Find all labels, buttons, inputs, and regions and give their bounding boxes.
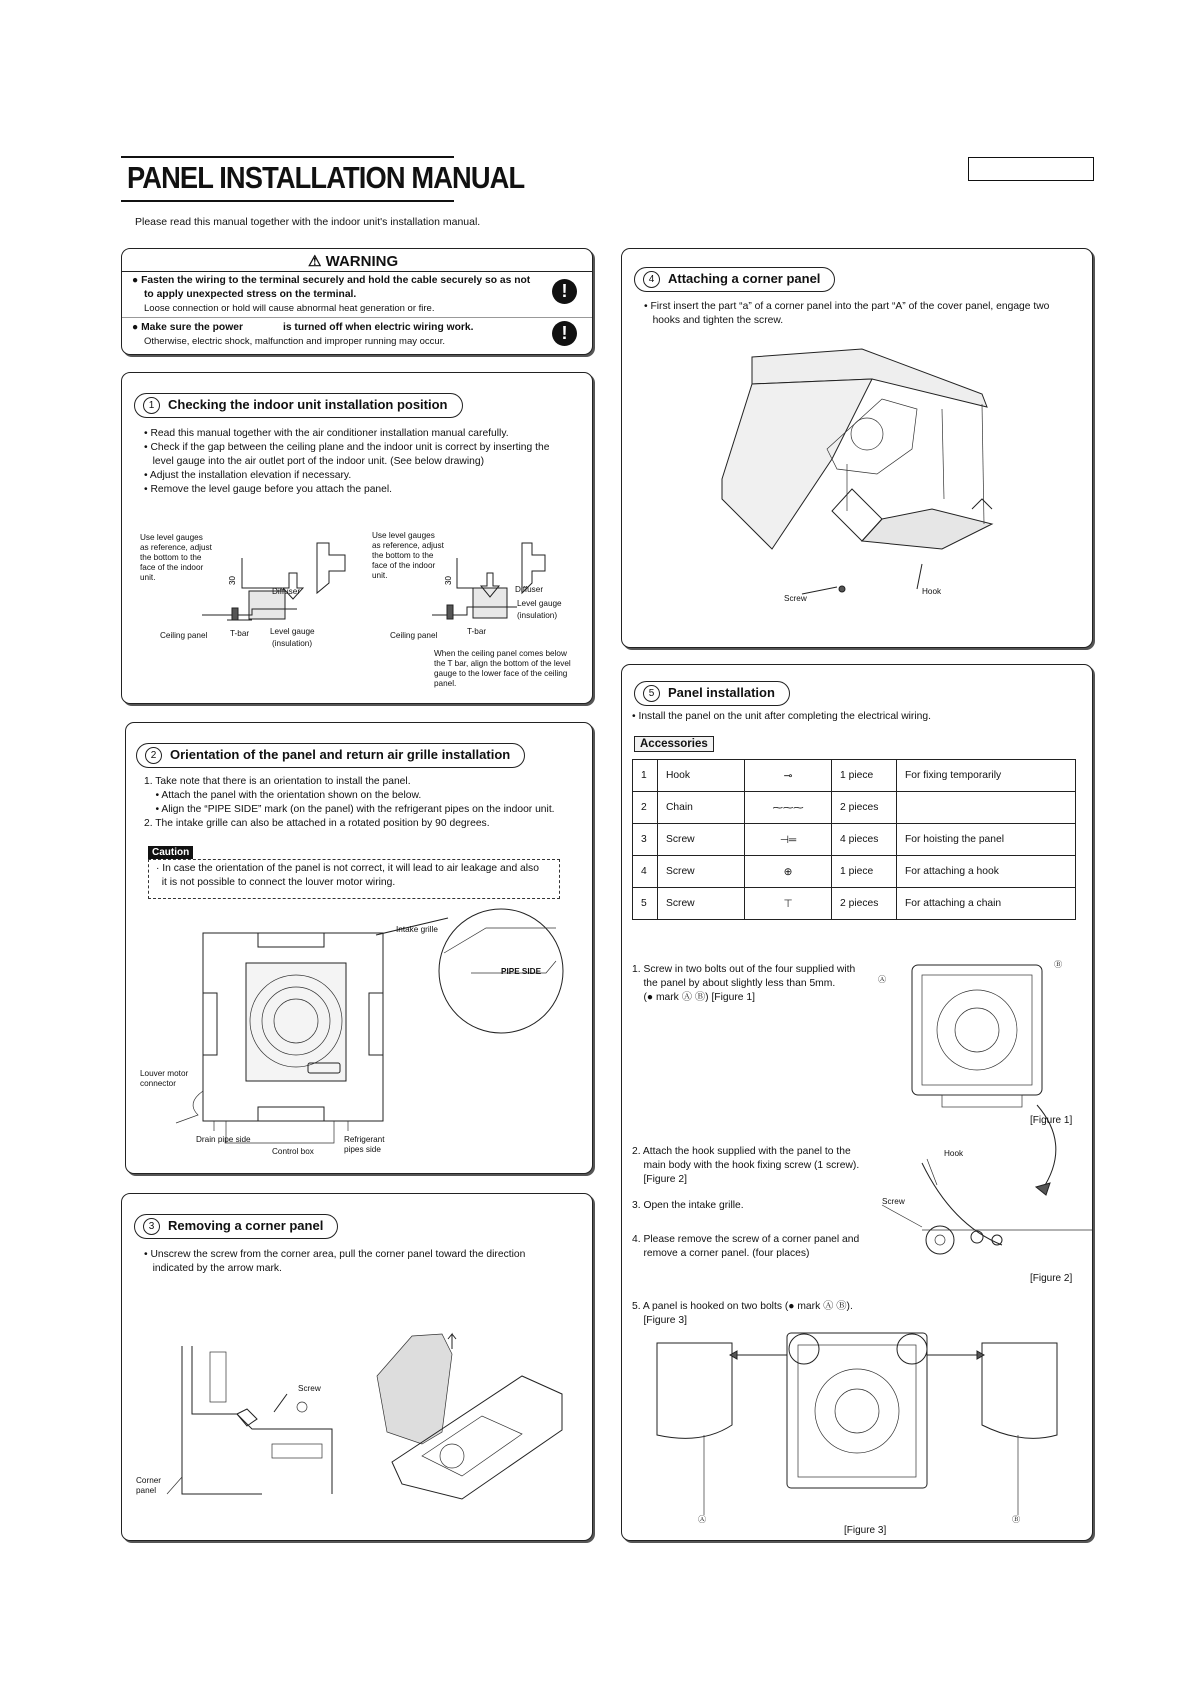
step-2: 2. Attach the hook supplied with the panel to the main body with the hook fixing screw (1 screw). [Figure 2]	[632, 1146, 860, 1185]
accessories-tag: Accessories	[634, 736, 714, 752]
intake-grille-label: Intake grille	[396, 925, 438, 934]
caution-tag: Caution	[148, 846, 193, 859]
s1-right-note2: When the ceiling panel comes below the T bar, align the bottom of the level gauge to the lower face of the ceiling panel.	[434, 649, 571, 688]
s1-left-note: Use level gauges as reference, adjust the bottom to the face of the indoor unit.	[140, 533, 212, 582]
fig1-mark-b: Ⓑ	[1054, 960, 1063, 969]
section-1-panel	[121, 372, 593, 704]
s1-right-ceiling-panel: Ceiling panel	[390, 631, 438, 640]
table-row: 1 Hook ⊸ 1 piece For fixing temporarily	[633, 760, 1076, 792]
figure-2-label: [Figure 2]	[1030, 1273, 1073, 1284]
title-rule-bottom	[121, 200, 454, 202]
model-number-box	[968, 157, 1094, 181]
section-4-text: • First insert the part “a” of a corner panel into the part “A” of the cover panel, engage two hooks and tighten the screw.	[644, 301, 1050, 326]
s1-right-level-gauge: Level gauge	[517, 599, 562, 608]
s1-left-insulation: (insulation)	[272, 639, 313, 648]
section-1-title: 1 Checking the indoor unit installation position	[134, 393, 463, 418]
figure-1-label: [Figure 1]	[1030, 1115, 1073, 1126]
page-title: PANEL INSTALLATION MANUAL	[127, 160, 525, 195]
section-4-title: 4 Attaching a corner panel	[634, 267, 835, 292]
fig1-mark-a: Ⓐ	[878, 975, 887, 984]
warning-divider	[122, 317, 592, 318]
caution-text: · In case the orientation of the panel is not correct, it will lead to air leakage and also it is not possible to connect the louver motor wiring.	[156, 863, 539, 888]
bullet-icon: ●	[132, 322, 139, 333]
s1-left-tbar: T-bar	[230, 629, 250, 638]
louver-motor-label: Louver motor connector	[140, 1069, 189, 1088]
section-2-text: 1. Take note that there is an orientation to install the panel. • Attach the panel with the orientation shown on the below. • Align the “PIPE SIDE” mark (on the panel) with the refrigerant pipes on the indoor unit. 2. The intake grille can also be attached in a rotated position by 90 degrees.	[144, 776, 555, 829]
refrigerant-label: Refrigerant pipes side	[344, 1135, 385, 1154]
drain-pipe-label: Drain pipe side	[196, 1135, 251, 1144]
s5-diagrams	[622, 665, 1092, 1540]
svg-text:30: 30	[228, 576, 237, 585]
bullet-icon: ●	[132, 275, 139, 286]
fig2-hook-label: Hook	[944, 1149, 964, 1158]
screw-icon: ⊤	[783, 898, 793, 910]
warning-divider-top	[122, 271, 592, 272]
s4-diagram	[622, 249, 1092, 647]
section-1-bullets: • Read this manual together with the air conditioner installation manual carefully. • Check if the gap between the ceiling plane and the indoor unit is correct by inserting the level gauge into the air outlet port of the indoor unit. (See below drawing) • Adjust the installation elevation if necessary. • Remove the level gauge before you attach the panel.	[144, 428, 550, 495]
warning-item-2: ● Make sure the power is turned off when electric wiring work. Otherwise, electric shock, malfunction and improper running may occur.	[132, 322, 474, 347]
exclamation-icon: !	[552, 279, 577, 304]
screw-icon: ⊕	[783, 866, 793, 878]
s1-left-level-gauge: Level gauge	[270, 627, 315, 636]
table-row: 2 Chain ⁓⁓⁓ 2 pieces	[633, 792, 1076, 824]
step-3: 3. Open the intake grille.	[632, 1200, 744, 1211]
fig2-screw-label: Screw	[882, 1197, 905, 1206]
section-2-title: 2 Orientation of the panel and return air grille installation	[136, 743, 525, 768]
s4-hook-label: Hook	[922, 587, 942, 596]
warning-panel	[121, 248, 593, 355]
section-3-panel	[121, 1193, 593, 1541]
table-row: 4 Screw ⊕ 1 piece For attaching a hook	[633, 856, 1076, 888]
exclamation-icon: !	[552, 321, 577, 346]
pipe-side-label: PIPE SIDE	[501, 967, 542, 976]
s2-panel-diagram	[126, 723, 592, 1173]
intro-text: Please read this manual together with the indoor unit's installation manual.	[135, 216, 481, 228]
table-row: 5 Screw ⊤ 2 pieces For attaching a chain	[633, 888, 1076, 920]
section-5-intro: • Install the panel on the unit after completing the electrical wiring.	[632, 711, 931, 722]
section-3-title: 3 Removing a corner panel	[134, 1214, 338, 1239]
s1-right-tbar: T-bar	[467, 627, 487, 636]
s1-right-insulation: (insulation)	[517, 611, 558, 620]
warning-title: ⚠ WARNING	[308, 253, 399, 270]
s1-right-diagram	[427, 533, 587, 643]
section-5-panel	[621, 664, 1093, 1541]
section-2-panel	[125, 722, 593, 1174]
section-4-panel	[621, 248, 1093, 648]
fig3-mark-b: Ⓑ	[1012, 1515, 1021, 1524]
s1-right-note: Use level gauges as reference, adjust the bottom to the face of the indoor unit.	[372, 531, 444, 580]
s1-left-diffuser: Diffuser	[272, 587, 301, 596]
step-4: 4. Please remove the screw of a corner panel and remove a corner panel. (four places)	[632, 1234, 860, 1259]
step-5: 5. A panel is hooked on two bolts (● mark Ⓐ Ⓑ). [Figure 3]	[632, 1301, 853, 1326]
s3-screw-label: Screw	[298, 1384, 321, 1393]
svg-text:30: 30	[444, 576, 453, 585]
chain-icon: ⁓⁓⁓	[772, 802, 804, 814]
section-3-text: • Unscrew the screw from the corner area, pull the corner panel toward the direction indicated by the arrow mark.	[144, 1249, 526, 1274]
screw-icon: ⊣═	[779, 834, 797, 846]
hook-icon: ⊸	[783, 770, 793, 782]
title-rule-top	[121, 156, 454, 158]
s4-screw-label: Screw	[784, 594, 807, 603]
section-5-title: 5 Panel installation	[634, 681, 790, 706]
warning-item-1: ● Fasten the wiring to the terminal securely and hold the cable securely so as not to apply unexpected stress on the terminal. Loose connection or hold will cause abnormal heat generation or fire.	[132, 275, 531, 314]
control-box-label: Control box	[272, 1147, 314, 1156]
fig3-mark-a: Ⓐ	[698, 1515, 707, 1524]
s3-corner-panel-label: Corner panel	[136, 1476, 162, 1495]
table-row: 3 Screw ⊣═ 4 pieces For hoisting the panel	[633, 824, 1076, 856]
s3-diagram	[122, 1194, 592, 1540]
step-1: 1. Screw in two bolts out of the four supplied with the panel by about slightly less than 5mm. (● mark Ⓐ Ⓑ) [Figure 1]	[632, 964, 856, 1003]
warning-triangle-icon: ⚠	[308, 253, 322, 270]
figure-3-label: [Figure 3]	[844, 1525, 887, 1536]
s1-left-ceiling-panel: Ceiling panel	[160, 631, 208, 640]
s1-right-diffuser: Diffuser	[515, 585, 544, 594]
